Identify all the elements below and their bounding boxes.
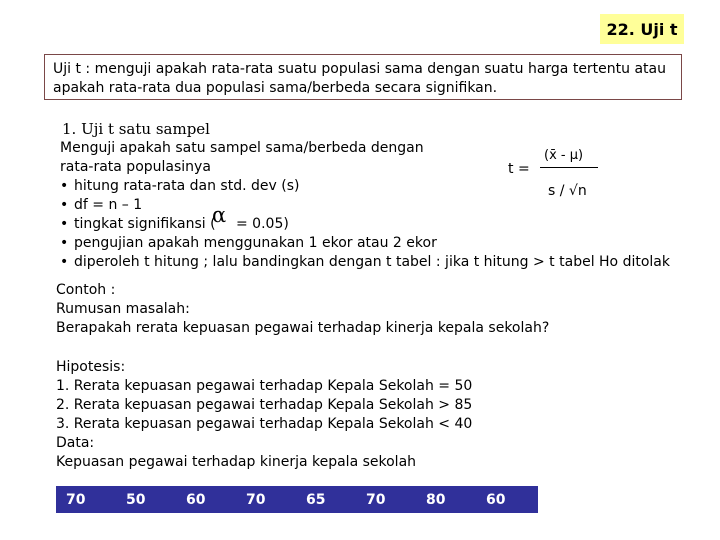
- alpha-symbol: α: [212, 203, 227, 227]
- data-description: Kepuasan pegawai terhadap kinerja kepala sekolah: [56, 454, 417, 470]
- example-label: Contoh :: [56, 282, 116, 298]
- data-cell: 60: [486, 491, 506, 508]
- hypothesis-item-1: 1. Rerata kepuasan pegawai terhadap Kepala Sekolah = 50: [56, 378, 473, 394]
- formula-fraction-bar: [540, 167, 598, 168]
- data-cell: 70: [366, 491, 386, 508]
- intro-line-2: rata-rata populasinya: [60, 159, 211, 175]
- bullet-text: df = n – 1: [74, 197, 143, 213]
- bullet-dot: •: [60, 197, 69, 213]
- slide-title: 22. Uji t: [600, 14, 684, 44]
- bullet-text: pengujian apakah menggunakan 1 ekor atau 2 ekor: [74, 235, 437, 251]
- definition-text-2: apakah rata-rata dua populasi sama/berbeda secara signifikan.: [53, 80, 498, 96]
- problem-label: Rumusan masalah:: [56, 301, 190, 317]
- bullet-item-3: [60, 215, 216, 234]
- problem-question: Berapakah rerata kepuasan pegawai terhadap kinerja kepala sekolah?: [56, 320, 550, 336]
- data-cell: 70: [66, 491, 86, 508]
- formula-denominator: s / √n: [548, 183, 587, 199]
- hypothesis-label: Hipotesis:: [56, 359, 126, 375]
- hypothesis-item-3: 3. Rerata kepuasan pegawai terhadap Kepala Sekolah < 40: [56, 416, 473, 432]
- data-label: Data:: [56, 435, 95, 451]
- bullet-dot: •: [60, 254, 69, 270]
- bullet-text: diperoleh t hitung ; lalu bandingkan dengan t tabel : jika t hitung > t tabel Ho ditolak: [74, 254, 670, 270]
- data-cell: 70: [246, 491, 266, 508]
- bullet-item-4: [60, 234, 437, 253]
- data-cell: 50: [126, 491, 146, 508]
- data-cell: 80: [426, 491, 446, 508]
- alpha-value: = 0.05): [236, 216, 289, 232]
- data-cell: 60: [186, 491, 206, 508]
- intro-line-1: Menguji apakah satu sampel sama/berbeda dengan: [60, 140, 424, 156]
- data-cell: 65: [306, 491, 326, 508]
- bullet-item-2: [60, 196, 142, 215]
- bullet-text: hitung rata-rata dan std. dev (s): [74, 178, 300, 194]
- data-values-row: [56, 486, 538, 513]
- bullet-text: tingkat signifikansi (: [74, 216, 216, 232]
- formula-lhs: t =: [508, 161, 530, 177]
- hypothesis-item-2: 2. Rerata kepuasan pegawai terhadap Kepala Sekolah > 85: [56, 397, 473, 413]
- definition-term: Uji t: [53, 61, 81, 77]
- bullet-item-1: [60, 177, 299, 196]
- definition-text-1: : menguji apakah rata-rata suatu populasi sama dengan suatu harga tertentu atau: [80, 61, 666, 77]
- bullet-dot: •: [60, 178, 69, 194]
- bullet-dot: •: [60, 235, 69, 251]
- bullet-dot: •: [60, 216, 69, 232]
- section-heading: 1. Uji t satu sampel: [62, 120, 210, 138]
- definition-box: [44, 54, 682, 100]
- bullet-item-5: [60, 253, 670, 272]
- formula-numerator: (x̄ - μ): [544, 148, 584, 163]
